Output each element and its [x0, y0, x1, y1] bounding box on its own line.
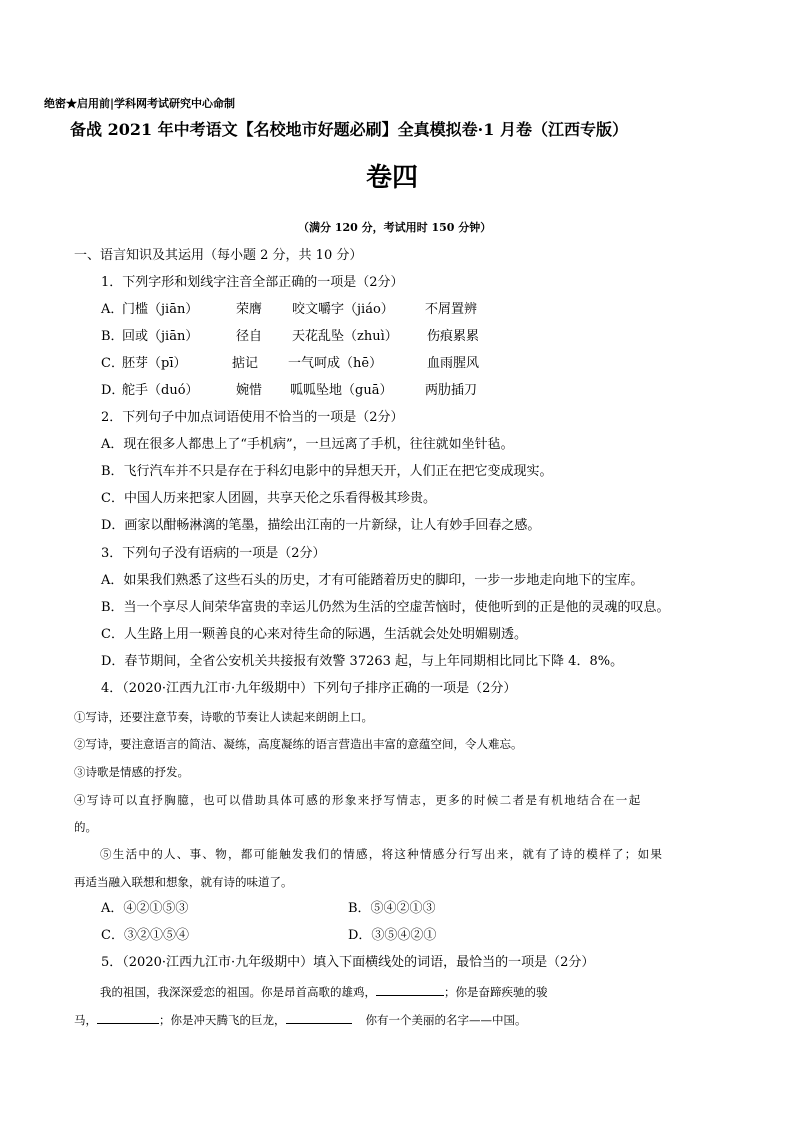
option-word: 呱呱坠地（guā） [290, 383, 393, 398]
option-word: 径自 [236, 329, 263, 344]
option-letter: A． [101, 302, 124, 317]
option-letter: C． [101, 356, 124, 371]
passage-text: 马， [74, 1013, 97, 1027]
question-3-stem: 3．下列句子没有语病的一项是（2分） [101, 546, 326, 561]
question-1-stem: 1．下列字形和划线字注音全部正确的一项是（2分） [101, 275, 404, 290]
q3-option-d: D．春节期间，全省公安机关共接报有效警 37263 起，与上年同期相比同比下降 4．8%。 [101, 654, 624, 669]
option-word: 掂记 [232, 356, 259, 371]
fill-blank-3 [286, 1011, 352, 1024]
q4-sentence-3: ③诗歌是情感的抒发。 [74, 765, 189, 779]
q4-option-b: B．⑤④②①③ [348, 901, 436, 916]
passage-text: 我的祖国，我深深爱恋的祖国。你是昂首高歌的雄鸡， [100, 985, 376, 999]
q2-option-b: B．飞行汽车并不只是存在于科幻电影中的异想天开，人们正在把它变成现实。 [101, 464, 553, 479]
q3-option-b: B．当一个享尽人间荣华富贵的幸运儿仍然为生活的空虚苦恼时，使他听到的正是他的灵魂的叹息。 [101, 600, 670, 615]
q3-option-c: C．人生路上用一颗善良的心来对待生命的际遇，生活就会处处明媚剔透。 [101, 627, 527, 642]
option-letter: D． [101, 383, 125, 398]
q4-option-d: D．③⑤④②① [348, 928, 437, 943]
q4-option-a: A．④②①⑤③ [101, 901, 189, 916]
option-word: 咬文嚼字（jiáo） [292, 302, 394, 317]
option-word: 婉惜 [236, 383, 263, 398]
q4-option-c: C．③②①⑤④ [101, 928, 189, 943]
option-word: 天花乱坠（zhuì） [292, 329, 398, 344]
option-word: 不屑置辨 [425, 302, 478, 317]
question-2-stem: 2．下列句子中加点词语使用不恰当的一项是（2分） [101, 410, 404, 425]
option-word: 血雨腥风 [427, 356, 480, 371]
volume-title: 卷四 [366, 163, 419, 193]
option-word: 两肋插刀 [425, 383, 478, 398]
option-word: 回或（jiān） [122, 329, 199, 344]
exam-title: 备战 2021 年中考语文【名校地市好题必刷】全真模拟卷·1 月卷（江西专版） [70, 120, 628, 139]
section-heading: 一、语言知识及其运用（每小题 2 分，共 10 分） [74, 248, 363, 263]
option-word: 门槛（jiān） [122, 302, 199, 317]
q4-sentence-4: ④写诗可以直抒胸臆，也可以借助具体可感的形象来抒写情志，更多的时候二者是有机地结合在一起 [74, 793, 642, 807]
q2-option-d: D．画家以酣畅淋漓的笔墨，描绘出江南的一片新绿，让人有妙手回春之感。 [101, 518, 541, 533]
q4-sentence-4-cont: 的。 [74, 820, 97, 834]
q2-option-a: A．现在很多人都患上了“手机病”，一旦远离了手机，往往就如坐针毡。 [101, 437, 514, 452]
question-4-stem: 4．（2020·江西九江市·九年级期中）下列句子排序正确的一项是（2分） [101, 681, 517, 696]
q4-sentence-5-cont: 再适当融入联想和想象，就有诗的味道了。 [74, 875, 293, 889]
exam-meta: （满分 120 分，考试用时 150 分钟） [298, 221, 492, 234]
fill-blank-2 [97, 1011, 159, 1024]
fill-blank-1 [376, 983, 444, 996]
option-word: 伤痕累累 [427, 329, 480, 344]
option-word: 荣膺 [236, 302, 263, 317]
q3-option-a: A．如果我们熟悉了这些石头的历史，才有可能踏着历史的脚印，一步一步地走向地下的宝库。 [101, 573, 644, 588]
q4-sentence-5: ⑤生活中的人、事、物，都可能触发我们的情感，将这种情感分行写出来，就有了诗的模样了；如果 [100, 847, 664, 861]
option-word: 舵手（duó） [122, 383, 199, 398]
q5-passage-line-1 [100, 983, 548, 1000]
passage-text: 你有一个美丽的名字——中国。 [365, 1013, 527, 1027]
confidential-note: 绝密★启用前|学科网考试研究中心命制 [44, 97, 236, 110]
option-word: 胚芽（pī） [122, 356, 187, 371]
passage-text: ；你是冲天腾飞的巨龙， [159, 1013, 286, 1027]
q4-sentence-2: ②写诗，要注意语言的简洁、凝练，高度凝练的语言营造出丰富的意蕴空间，令人难忘。 [74, 737, 523, 751]
option-word: 一气呵成（hē） [288, 356, 383, 371]
q4-sentence-1: ①写诗，还要注意节奏，诗歌的节奏让人读起来朗朗上口。 [74, 710, 373, 724]
question-5-stem: 5．（2020·江西九江市·九年级期中）填入下面横线处的词语，最恰当的一项是（2分） [101, 955, 595, 970]
q2-option-c: C．中国人历来把家人团圆，共享天伦之乐看得极其珍贵。 [101, 491, 436, 506]
passage-text: ；你是奋蹄疾驰的骏 [444, 985, 548, 999]
q5-passage-line-2 [74, 1011, 527, 1028]
option-letter: B． [101, 329, 124, 344]
